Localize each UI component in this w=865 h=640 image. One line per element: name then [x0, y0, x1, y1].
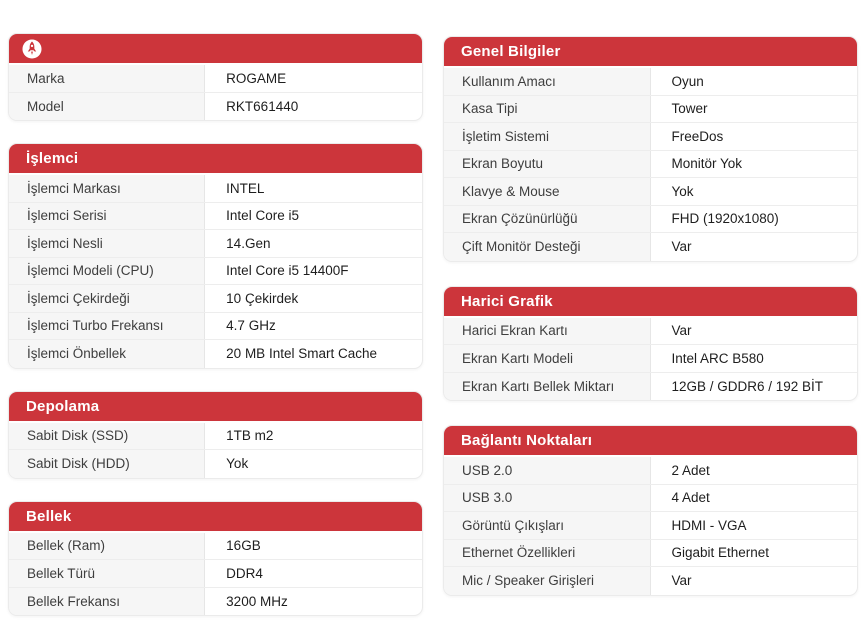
section-body-baglanti-noktalari [444, 455, 857, 595]
spec-value: INTEL [226, 180, 265, 196]
section-body-depolama [9, 421, 422, 478]
spec-value: 4.7 GHz [226, 318, 276, 334]
section-header-bellek: Bellek [9, 502, 422, 531]
section-body-genel-bilgiler [444, 66, 857, 261]
spec-label: Ekran Çözünürlüğü [444, 206, 651, 233]
rocket-logo-icon [21, 38, 43, 60]
spec-value: 10 Çekirdek [226, 290, 299, 306]
spec-row [444, 151, 857, 179]
spec-row [9, 175, 422, 203]
spec-value: HDMI - VGA [671, 517, 747, 533]
spec-row [444, 206, 857, 234]
section-header-genel-bilgiler: Genel Bilgiler [444, 37, 857, 66]
spec-label: Model [9, 93, 205, 121]
spec-row [9, 588, 422, 616]
spec-label: Kasa Tipi [444, 96, 651, 123]
spec-label: Ethernet Özellikleri [444, 540, 651, 567]
left-column [8, 33, 423, 616]
spec-value: DDR4 [226, 565, 263, 581]
spec-value: Var [671, 573, 692, 589]
spec-row [444, 567, 857, 595]
spec-label: USB 2.0 [444, 457, 651, 484]
section-body-bellek [9, 531, 422, 616]
spec-value: FreeDos [671, 128, 724, 144]
spec-value: ROGAME [226, 70, 287, 86]
spec-label: Görüntü Çıkışları [444, 512, 651, 539]
spec-value: Tower [671, 101, 708, 117]
spec-row [9, 423, 422, 451]
spec-label: İşlemci Markası [9, 175, 205, 202]
spec-row [9, 65, 422, 93]
spec-row [444, 123, 857, 151]
spec-row [444, 345, 857, 373]
spec-row [444, 178, 857, 206]
spec-label: İşlemci Nesli [9, 230, 205, 257]
section-brand [8, 33, 423, 121]
spec-value: 3200 MHz [226, 593, 288, 609]
spec-value: Intel ARC B580 [671, 350, 764, 366]
spec-row [9, 450, 422, 478]
section-bellek [8, 501, 423, 617]
spec-value: Gigabit Ethernet [671, 545, 770, 561]
section-body-harici-grafik [444, 316, 857, 401]
spec-label: İşlemci Önbellek [9, 340, 205, 368]
spec-value: RKT661440 [226, 98, 299, 114]
spec-label: Kullanım Amacı [444, 68, 651, 95]
section-body-islemci [9, 173, 422, 368]
spec-label: Marka [9, 65, 205, 92]
spec-value: Var [671, 239, 692, 255]
spec-row [9, 258, 422, 286]
spec-label: Sabit Disk (HDD) [9, 450, 205, 478]
spec-label: USB 3.0 [444, 485, 651, 512]
spec-row [9, 313, 422, 341]
section-header-baglanti-noktalari: Bağlantı Noktaları [444, 426, 857, 455]
section-header-depolama: Depolama [9, 392, 422, 421]
spec-value: FHD (1920x1080) [671, 211, 779, 227]
spec-value: Yok [226, 456, 249, 472]
section-harici-grafik [443, 286, 858, 402]
spec-row [444, 318, 857, 346]
spec-label: Mic / Speaker Girişleri [444, 567, 651, 595]
spec-label: Ekran Kartı Modeli [444, 345, 651, 372]
spec-value: Var [671, 323, 692, 339]
spec-value: Intel Core i5 14400F [226, 263, 349, 279]
spec-row [9, 560, 422, 588]
spec-label: Bellek Türü [9, 560, 205, 587]
spec-label: İşlemci Çekirdeği [9, 285, 205, 312]
spec-row [444, 233, 857, 261]
spec-row [9, 230, 422, 258]
spec-value: 14.Gen [226, 235, 271, 251]
spec-row [9, 203, 422, 231]
spec-row [9, 285, 422, 313]
section-genel-bilgiler [443, 36, 858, 262]
spec-label: İşlemci Serisi [9, 203, 205, 230]
spec-value: Oyun [671, 73, 704, 89]
section-depolama [8, 391, 423, 479]
spec-value: Yok [671, 183, 694, 199]
spec-value: Intel Core i5 [226, 208, 299, 224]
section-header-harici-grafik: Harici Grafik [444, 287, 857, 316]
spec-value: 2 Adet [671, 462, 710, 478]
right-column [443, 33, 858, 616]
spec-label: Ekran Kartı Bellek Miktarı [444, 373, 651, 401]
section-islemci [8, 143, 423, 369]
spec-value: 12GB / GDDR6 / 192 BİT [671, 378, 824, 394]
spec-row [444, 96, 857, 124]
spec-label: Bellek (Ram) [9, 533, 205, 560]
spec-label: Harici Ekran Kartı [444, 318, 651, 345]
section-header-brand [9, 34, 422, 63]
spec-row [444, 68, 857, 96]
spec-label: Ekran Boyutu [444, 151, 651, 178]
spec-row [444, 457, 857, 485]
spec-label: İşletim Sistemi [444, 123, 651, 150]
spec-row [9, 533, 422, 561]
spec-value: 20 MB Intel Smart Cache [226, 346, 377, 362]
spec-row [9, 93, 422, 121]
spec-value: 1TB m2 [226, 428, 274, 444]
spec-row [444, 373, 857, 401]
spec-value: 16GB [226, 538, 261, 554]
section-header-islemci: İşlemci [9, 144, 422, 173]
spec-row [9, 340, 422, 368]
spec-row [444, 512, 857, 540]
spec-label: Bellek Frekansı [9, 588, 205, 616]
section-baglanti-noktalari [443, 425, 858, 596]
section-body-brand [9, 63, 422, 120]
spec-label: Çift Monitör Desteği [444, 233, 651, 261]
spec-row [444, 485, 857, 513]
spec-row [444, 540, 857, 568]
spec-label: İşlemci Turbo Frekansı [9, 313, 205, 340]
spec-label: Klavye & Mouse [444, 178, 651, 205]
spec-label: Sabit Disk (SSD) [9, 423, 205, 450]
spec-value: Monitör Yok [671, 156, 743, 172]
spec-label: İşlemci Modeli (CPU) [9, 258, 205, 285]
spec-value: 4 Adet [671, 490, 710, 506]
